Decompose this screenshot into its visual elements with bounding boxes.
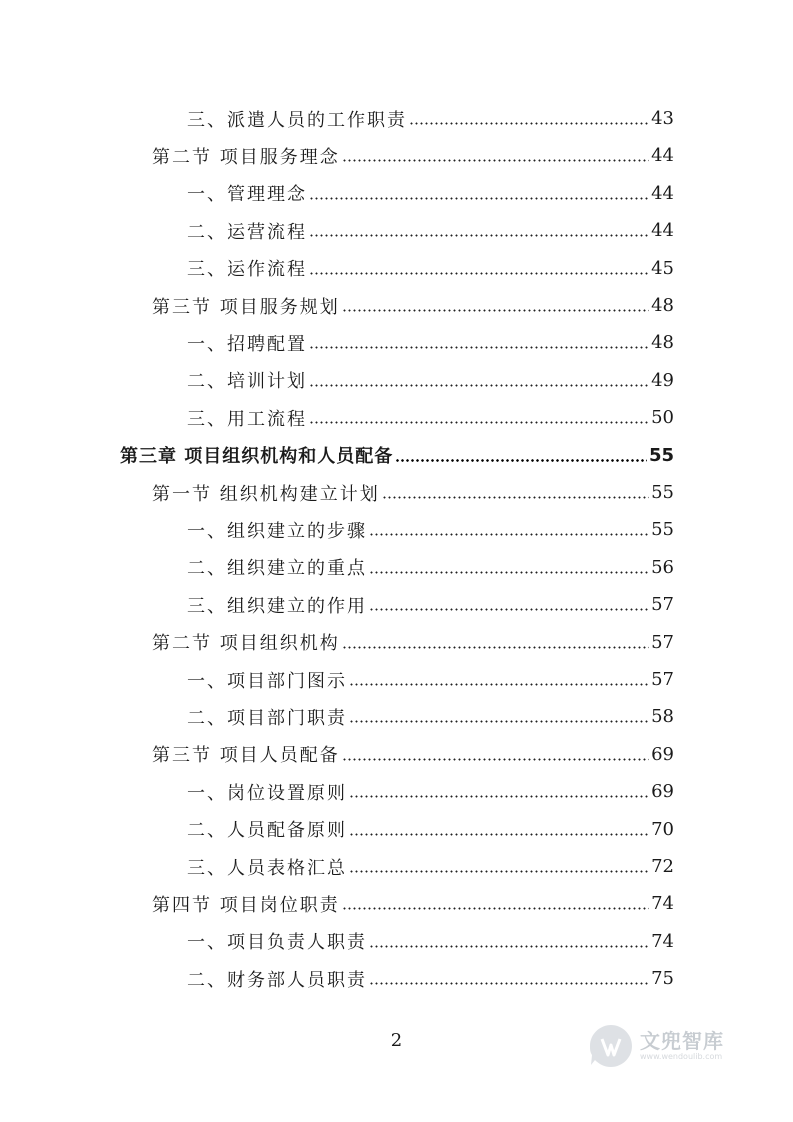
toc-entry-page: 55 xyxy=(651,482,674,503)
toc-dot-leader xyxy=(309,197,649,200)
toc-entry-page: 44 xyxy=(651,220,674,242)
toc-entry[interactable] xyxy=(152,624,674,661)
toc-entry-title: 一、项目负责人职责 xyxy=(187,932,367,954)
toc-dot-leader xyxy=(349,833,649,836)
toc-dot-leader xyxy=(309,384,649,387)
toc-entry-title: 三、组织建立的作用 xyxy=(187,595,367,617)
toc-entry-title: 一、组织建立的步骤 xyxy=(187,520,367,542)
toc-dot-leader xyxy=(309,234,649,237)
toc-entry-page: 57 xyxy=(651,594,674,616)
toc-dot-leader xyxy=(342,758,649,761)
toc-entry[interactable] xyxy=(187,848,674,885)
toc-entry-page: 75 xyxy=(651,968,674,990)
toc-entry-page: 58 xyxy=(651,706,674,728)
toc-entry-title: 三、派遣人员的工作职责 xyxy=(187,109,407,131)
toc-entry-page: 69 xyxy=(651,743,674,765)
toc-dot-leader xyxy=(369,982,649,985)
toc-entry-title: 二、项目部门职责 xyxy=(187,707,347,729)
toc-dot-leader xyxy=(342,646,649,649)
toc-entry[interactable] xyxy=(187,212,674,249)
toc-entry-page: 45 xyxy=(651,257,674,279)
toc-entry[interactable] xyxy=(152,287,674,324)
toc-entry[interactable] xyxy=(187,698,674,735)
toc-dot-leader xyxy=(369,571,649,574)
toc-dot-leader xyxy=(409,122,649,125)
toc-dot-leader xyxy=(369,945,649,948)
toc-dot-leader xyxy=(342,907,649,910)
toc-entry[interactable] xyxy=(120,437,674,474)
toc-entry-page: 44 xyxy=(651,145,674,167)
toc-dot-leader xyxy=(382,496,649,499)
toc-entry-page: 74 xyxy=(651,893,674,915)
toc-entry-title: 一、岗位设置原则 xyxy=(187,782,347,804)
toc-entry-page: 69 xyxy=(651,781,674,803)
toc-entry-page: 57 xyxy=(651,669,674,690)
toc-entry-title: 三、运作流程 xyxy=(187,259,307,281)
toc-entry[interactable] xyxy=(152,137,674,174)
toc-entry-title: 第二节 项目服务理念 xyxy=(152,146,340,168)
toc-entry-page: 49 xyxy=(651,369,674,391)
toc-entry[interactable] xyxy=(152,474,674,511)
toc-entry-page: 43 xyxy=(651,108,674,129)
watermark-logo-icon xyxy=(588,1023,634,1069)
toc-dot-leader xyxy=(309,346,649,349)
toc-entry[interactable] xyxy=(187,250,674,287)
toc-entry[interactable] xyxy=(187,661,674,698)
toc-dot-leader xyxy=(342,309,649,312)
toc-entry-title: 二、组织建立的重点 xyxy=(187,558,367,580)
toc-entry-page: 48 xyxy=(651,295,674,316)
toc-dot-leader xyxy=(349,720,649,723)
page-number: 2 xyxy=(390,1030,403,1051)
toc-entry-title: 三、人员表格汇总 xyxy=(187,857,347,879)
toc-entry-title: 一、管理理念 xyxy=(187,184,307,206)
toc-entry-page: 55 xyxy=(651,519,674,541)
toc-dot-leader xyxy=(349,683,649,686)
toc-entry[interactable] xyxy=(187,773,674,810)
toc-entry[interactable] xyxy=(187,586,674,623)
watermark xyxy=(588,1020,724,1072)
toc-entry-title: 二、运营流程 xyxy=(187,221,307,243)
toc-dot-leader xyxy=(349,795,649,798)
toc-entry[interactable] xyxy=(152,885,674,922)
toc-entry-title: 二、财务部人员职责 xyxy=(187,969,367,991)
toc-entry-title: 一、招聘配置 xyxy=(187,333,307,355)
toc-entry[interactable] xyxy=(187,511,674,548)
toc-entry-page: 44 xyxy=(651,182,674,204)
toc-entry[interactable] xyxy=(187,549,674,586)
toc-entry-title: 第三节 项目人员配备 xyxy=(152,745,340,767)
toc-entry[interactable] xyxy=(152,736,674,773)
toc-entry-page: 55 xyxy=(648,444,674,466)
toc-entry-page: 70 xyxy=(651,818,674,840)
toc-entry[interactable] xyxy=(187,175,674,212)
watermark-url: www.wendoulib.com xyxy=(640,1052,723,1061)
toc-dot-leader xyxy=(309,272,649,275)
toc-entry-title: 第三章 项目组织机构和人员配备 xyxy=(120,446,394,468)
toc-entry-page: 56 xyxy=(651,556,674,578)
toc-dot-leader xyxy=(369,533,649,536)
toc-entry-title: 第三节 项目服务规划 xyxy=(152,296,340,318)
toc-entry[interactable] xyxy=(187,960,674,997)
toc-entry-page: 50 xyxy=(651,407,674,429)
toc-dot-leader xyxy=(309,421,649,424)
toc-entry-page: 74 xyxy=(651,930,674,952)
toc-dot-leader xyxy=(395,459,647,462)
toc-entry-title: 二、培训计划 xyxy=(187,371,307,393)
toc-entry[interactable] xyxy=(187,399,674,436)
toc-entry-page: 48 xyxy=(651,332,674,354)
toc-entry-title: 三、用工流程 xyxy=(187,408,307,430)
toc-entry-title: 第一节 组织机构建立计划 xyxy=(152,483,380,505)
toc-entry-page: 57 xyxy=(651,631,674,653)
watermark-name: 文兜智库 xyxy=(640,1029,724,1053)
toc-entry-title: 二、人员配备原则 xyxy=(187,820,347,842)
toc-entry[interactable] xyxy=(187,100,674,137)
toc-entry[interactable] xyxy=(187,362,674,399)
toc-entry[interactable] xyxy=(187,811,674,848)
toc-dot-leader xyxy=(342,159,649,162)
toc-entry-title: 第二节 项目组织机构 xyxy=(152,633,340,655)
toc-entry-title: 一、项目部门图示 xyxy=(187,670,347,692)
toc-entry[interactable] xyxy=(187,324,674,361)
toc-entry-page: 72 xyxy=(651,856,674,877)
toc-entry[interactable] xyxy=(187,923,674,960)
toc-dot-leader xyxy=(349,870,649,873)
toc-dot-leader xyxy=(369,608,649,611)
toc-entry-title: 第四节 项目岗位职责 xyxy=(152,894,340,916)
